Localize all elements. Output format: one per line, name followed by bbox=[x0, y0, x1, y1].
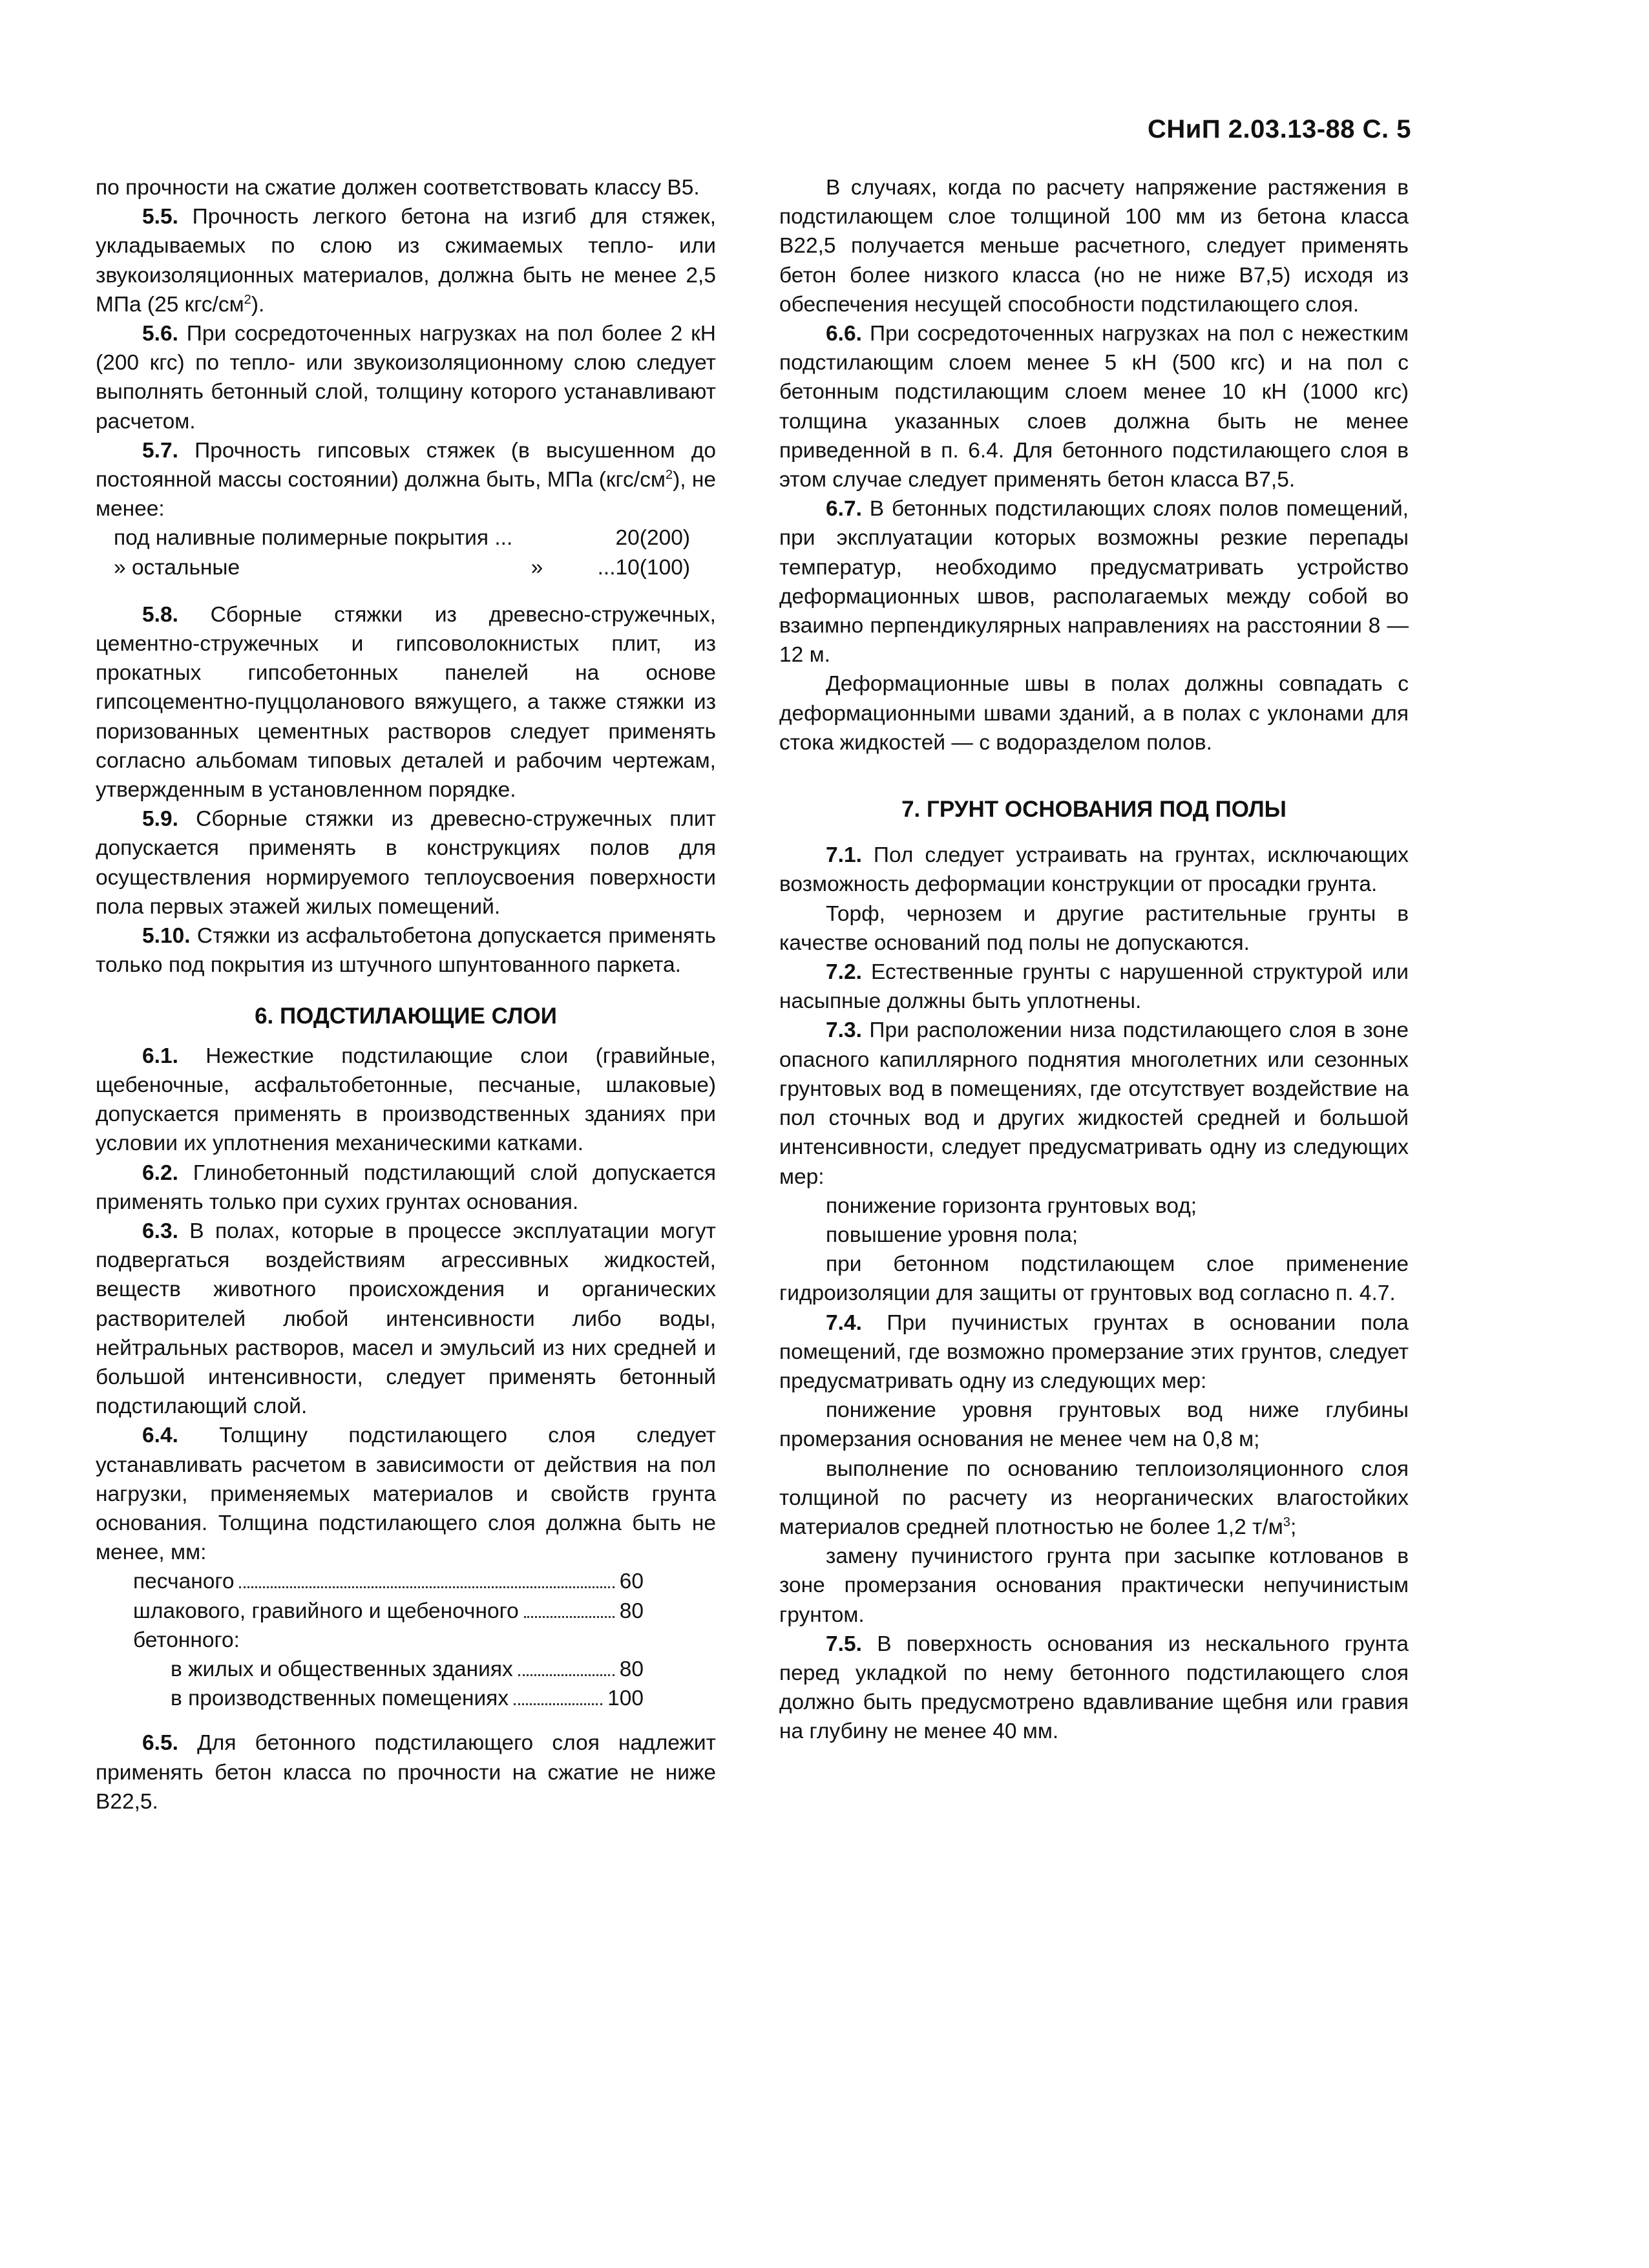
superscript: 3 bbox=[1283, 1515, 1290, 1529]
clause-text: Стяжки из асфальтобетона допускается применять только под покрытия из штучного шпунтованного паркета. bbox=[96, 924, 716, 978]
paragraph-deformation-joints: Деформационные швы в полах должны совпадать с деформационными швами зданий, а в полах с уклонами для стока жидкостей — с водоразделом полов. bbox=[779, 672, 1409, 755]
clause-7-1 bbox=[779, 841, 1409, 899]
clause-7-5 bbox=[779, 1630, 1409, 1747]
clause-text: Нежесткие подстилающие слои (гравийные, щебеночные, асфальтобетонные, песчаные, шлаковые) допускается применять в производственных зданиях при условии их уплотнения механическими катками. bbox=[96, 1044, 716, 1156]
clause-number: 5.9. bbox=[142, 807, 178, 832]
strength-row-label: под наливные полимерные покрытия ... bbox=[114, 526, 513, 551]
strength-row-label: » остальные bbox=[114, 555, 240, 580]
thickness-label: бетонного: bbox=[133, 1628, 240, 1652]
list-item: замену пучинистого грунта при засыпке котлованов в зоне промерзания основания практически непучинистым грунтом. bbox=[779, 1544, 1409, 1627]
clause-6-1 bbox=[96, 1042, 716, 1159]
clause-number: 5.10. bbox=[142, 924, 191, 949]
clause-number: 5.5. bbox=[142, 205, 178, 229]
clause-5-7 bbox=[96, 436, 716, 524]
clause-text: В бетонных подстилающих слоях полов помещений, при эксплуатации которых возможны резкие перепады температур, необходимо предусматривать устройство деформационных швов, располагаемых между собой во взаимно перпендикулярных направлениях на расстоянии 8 — 12 м. bbox=[779, 497, 1409, 667]
clause-text-end: ), не менее: bbox=[96, 468, 716, 521]
clause-number: 6.5. bbox=[142, 1731, 178, 1756]
clause-number: 7.3. bbox=[826, 1018, 862, 1043]
clause-text: При сосредоточенных нагрузках на пол более 2 кН (200 кгс) по тепло- или звукоизоляционному слою следует выполнять бетонный слой, толщину которого устанавливают расчетом. bbox=[96, 322, 716, 434]
thickness-value: 100 bbox=[607, 1686, 644, 1711]
list-item bbox=[779, 1454, 1409, 1542]
superscript: 2 bbox=[665, 467, 673, 482]
thickness-subrow bbox=[133, 1684, 644, 1713]
clause-5-8 bbox=[96, 600, 716, 804]
clause-number: 5.6. bbox=[142, 322, 178, 346]
clause-text: Глинобетонный подстилающий слой допускается применять только при сухих грунтах основания. bbox=[96, 1160, 716, 1214]
clause-number: 6.4. bbox=[142, 1423, 178, 1448]
list-item-text-end: ; bbox=[1290, 1515, 1297, 1539]
left-column bbox=[96, 173, 716, 1816]
paragraph-peat: Торф, чернозем и другие растительные грунты в качестве оснований под полы не допускаются. bbox=[779, 901, 1409, 955]
clause-6-4 bbox=[96, 1421, 716, 1567]
list-item-text: выполнение по основанию теплоизоляционного слоя толщиной по расчету из неорганических влагостойких материалов средней плотностью не более 1,2 т/м bbox=[779, 1456, 1409, 1539]
strength-row bbox=[114, 553, 716, 582]
clause-7-2 bbox=[779, 958, 1409, 1016]
clause-5-5 bbox=[96, 202, 716, 319]
thickness-value: 80 bbox=[619, 1657, 644, 1681]
thickness-row bbox=[133, 1626, 644, 1655]
clause-text: При расположении низа подстилающего слоя в зоне опасного капиллярного поднятия многолетних или сезонных грунтовых вод в помещениях, где отсутствует воздействие на пол сточных вод и других жидкостей средней и большой интенсивности, следует предусматривать одну из следующих мер: bbox=[779, 1018, 1409, 1189]
strength-row-ditto bbox=[488, 523, 585, 552]
strength-row bbox=[114, 523, 716, 552]
thickness-label: песчаного bbox=[133, 1570, 235, 1594]
strength-row-value: 20(200) bbox=[615, 526, 690, 551]
clause-text: Для бетонного подстилающего слоя надлежит применять бетон класса по прочности на сжатие не ниже В22,5. bbox=[96, 1731, 716, 1814]
clause-5-10 bbox=[96, 921, 716, 980]
clause-number: 6.6. bbox=[826, 322, 862, 346]
list-item: понижение уровня грунтовых вод ниже глубины промерзания основания не менее чем на 0,8 м; bbox=[779, 1398, 1409, 1452]
strength-row-ditto: » bbox=[530, 555, 543, 580]
list-item: при бетонном подстилающем слое применение гидроизоляции для защиты от грунтовых вод согласно п. 4.7. bbox=[779, 1252, 1409, 1306]
thickness-label: шлакового, гравийного и щебеночного bbox=[133, 1599, 519, 1623]
leader-dots bbox=[239, 1586, 614, 1588]
clause-5-9 bbox=[96, 804, 716, 921]
page-header: СНиП 2.03.13-88 С. 5 bbox=[1148, 115, 1411, 143]
clause-text: В полах, которые в процессе эксплуатации могут подвергаться воздействиям агрессивных жидкостей, веществ животного происхождения и органических растворителей любой интенсивности либо воды, нейтральных растворов, масел и эмульсий из них средней и большой интенсивности, следует применять бетонный подстилающий слой. bbox=[96, 1219, 716, 1419]
clause-text-end: ). bbox=[251, 292, 265, 317]
thickness-value: 60 bbox=[619, 1570, 644, 1594]
clause-6-3 bbox=[96, 1217, 716, 1421]
strength-row-value: ...10(100) bbox=[597, 555, 690, 580]
section-heading-6: 6. ПОДСТИЛАЮЩИЕ СЛОИ bbox=[255, 1003, 557, 1029]
clause-7-3 bbox=[779, 1016, 1409, 1191]
superscript: 2 bbox=[244, 292, 251, 307]
thickness-table bbox=[96, 1567, 644, 1713]
clause-6-6 bbox=[779, 319, 1409, 494]
strength-table bbox=[96, 523, 716, 582]
clause-6-5 bbox=[96, 1728, 716, 1816]
clause-number: 6.7. bbox=[826, 497, 862, 521]
clause-number: 7.4. bbox=[826, 1310, 862, 1335]
thickness-subrow bbox=[133, 1655, 644, 1684]
clause-text: Сборные стяжки из древесно-стружечных плит допускается применять в конструкциях полов для осуществления нормируемого теплоусвоения поверхности пола первых этажей жилых помещений. bbox=[96, 807, 716, 919]
clause-6-7 bbox=[779, 494, 1409, 669]
leader-dots bbox=[514, 1703, 602, 1705]
leader-dots bbox=[518, 1674, 614, 1676]
section-heading-7: 7. ГРУНТ ОСНОВАНИЯ ПОД ПОЛЫ bbox=[901, 797, 1287, 823]
clause-text: Естественные грунты с нарушенной структурой или насыпные должны быть уплотнены. bbox=[779, 960, 1409, 1014]
paragraph-continuation: по прочности на сжатие должен соответствовать классу В5. bbox=[96, 176, 700, 200]
clause-text: В поверхность основания из нескального грунта перед укладкой по нему бетонного подстилающего слоя должно быть предусмотрено вдавливание щебня или гравия на глубину не менее 40 мм. bbox=[779, 1632, 1409, 1744]
leader-dots bbox=[524, 1616, 614, 1618]
clause-number: 6.1. bbox=[142, 1044, 178, 1068]
clause-number: 7.5. bbox=[826, 1632, 862, 1656]
clause-number: 6.3. bbox=[142, 1219, 178, 1243]
thickness-row bbox=[133, 1597, 644, 1626]
thickness-label: в жилых и общественных зданиях bbox=[171, 1657, 513, 1681]
thickness-row bbox=[133, 1567, 644, 1596]
list-item: понижение горизонта грунтовых вод; bbox=[826, 1193, 1197, 1218]
thickness-label: в производственных помещениях bbox=[171, 1686, 509, 1711]
clause-text: Толщину подстилающего слоя следует устанавливать расчетом в зависимости от действия на пол нагрузки, применяемых материалов и свойств грунта основания. Толщина подстилающего слоя должна быть не менее, мм: bbox=[96, 1423, 716, 1565]
clause-number: 6.2. bbox=[142, 1160, 178, 1185]
clause-text: При сосредоточенных нагрузках на пол с нежестким подстилающим слоем менее 5 кН (500 кгс) и на пол с бетонным подстилающим слоем менее 10 кН (1000 кгс) толщина указанных слоев должна быть не менее приведенной в п. 6.4. Для бетонного подстилающего слоя в этом случае следует применять бетон класса В7,5. bbox=[779, 322, 1409, 492]
clause-text: При пучинистых грунтах в основании пола помещений, где возможно промерзание этих грунтов, следует предусматривать одну из следующих мер: bbox=[779, 1310, 1409, 1393]
list-item: повышение уровня пола; bbox=[826, 1223, 1078, 1247]
clause-6-2 bbox=[96, 1159, 716, 1217]
clause-number: 7.1. bbox=[826, 843, 862, 868]
thickness-value: 80 bbox=[619, 1599, 644, 1623]
clause-5-6 bbox=[96, 319, 716, 436]
right-column bbox=[779, 173, 1409, 1747]
clause-number: 5.7. bbox=[142, 438, 178, 463]
clause-7-4 bbox=[779, 1308, 1409, 1396]
paragraph-cases: В случаях, когда по расчету напряжение растяжения в подстилающем слое толщиной 100 мм из бетона класса В22,5 получается меньше расчетного, следует применять бетон более низкого класса (но не ниже В7,5) исходя из обеспечения несущей способности подстилающего слоя. bbox=[779, 176, 1409, 317]
clause-number: 5.8. bbox=[142, 602, 178, 627]
clause-text: Пол следует устраивать на грунтах, исключающих возможность деформации конструкции от просадки грунта. bbox=[779, 843, 1409, 897]
clause-number: 7.2. bbox=[826, 960, 862, 985]
clause-text: Прочность легкого бетона на изгиб для стяжек, укладываемых по слою из сжимаемых тепло- или звукоизоляционных материалов, должна быть не менее 2,5 МПа (25 кгс/см bbox=[96, 205, 716, 317]
clause-text: Прочность гипсовых стяжек (в высушенном до постоянной массы состоянии) должна быть, МПа (кгс/см bbox=[96, 438, 716, 492]
clause-text: Сборные стяжки из древесно-стружечных, цементно-стружечных и гипсоволокнистых плит, из прокатных гипсобетонных панелей на основе гипсоцементно-пуццоланового вяжущего, а также стяжки из поризованных цементных растворов следует применять согласно альбомам типовых деталей и рабочим чертежам, утвержденным в установленном порядке. bbox=[96, 602, 716, 803]
